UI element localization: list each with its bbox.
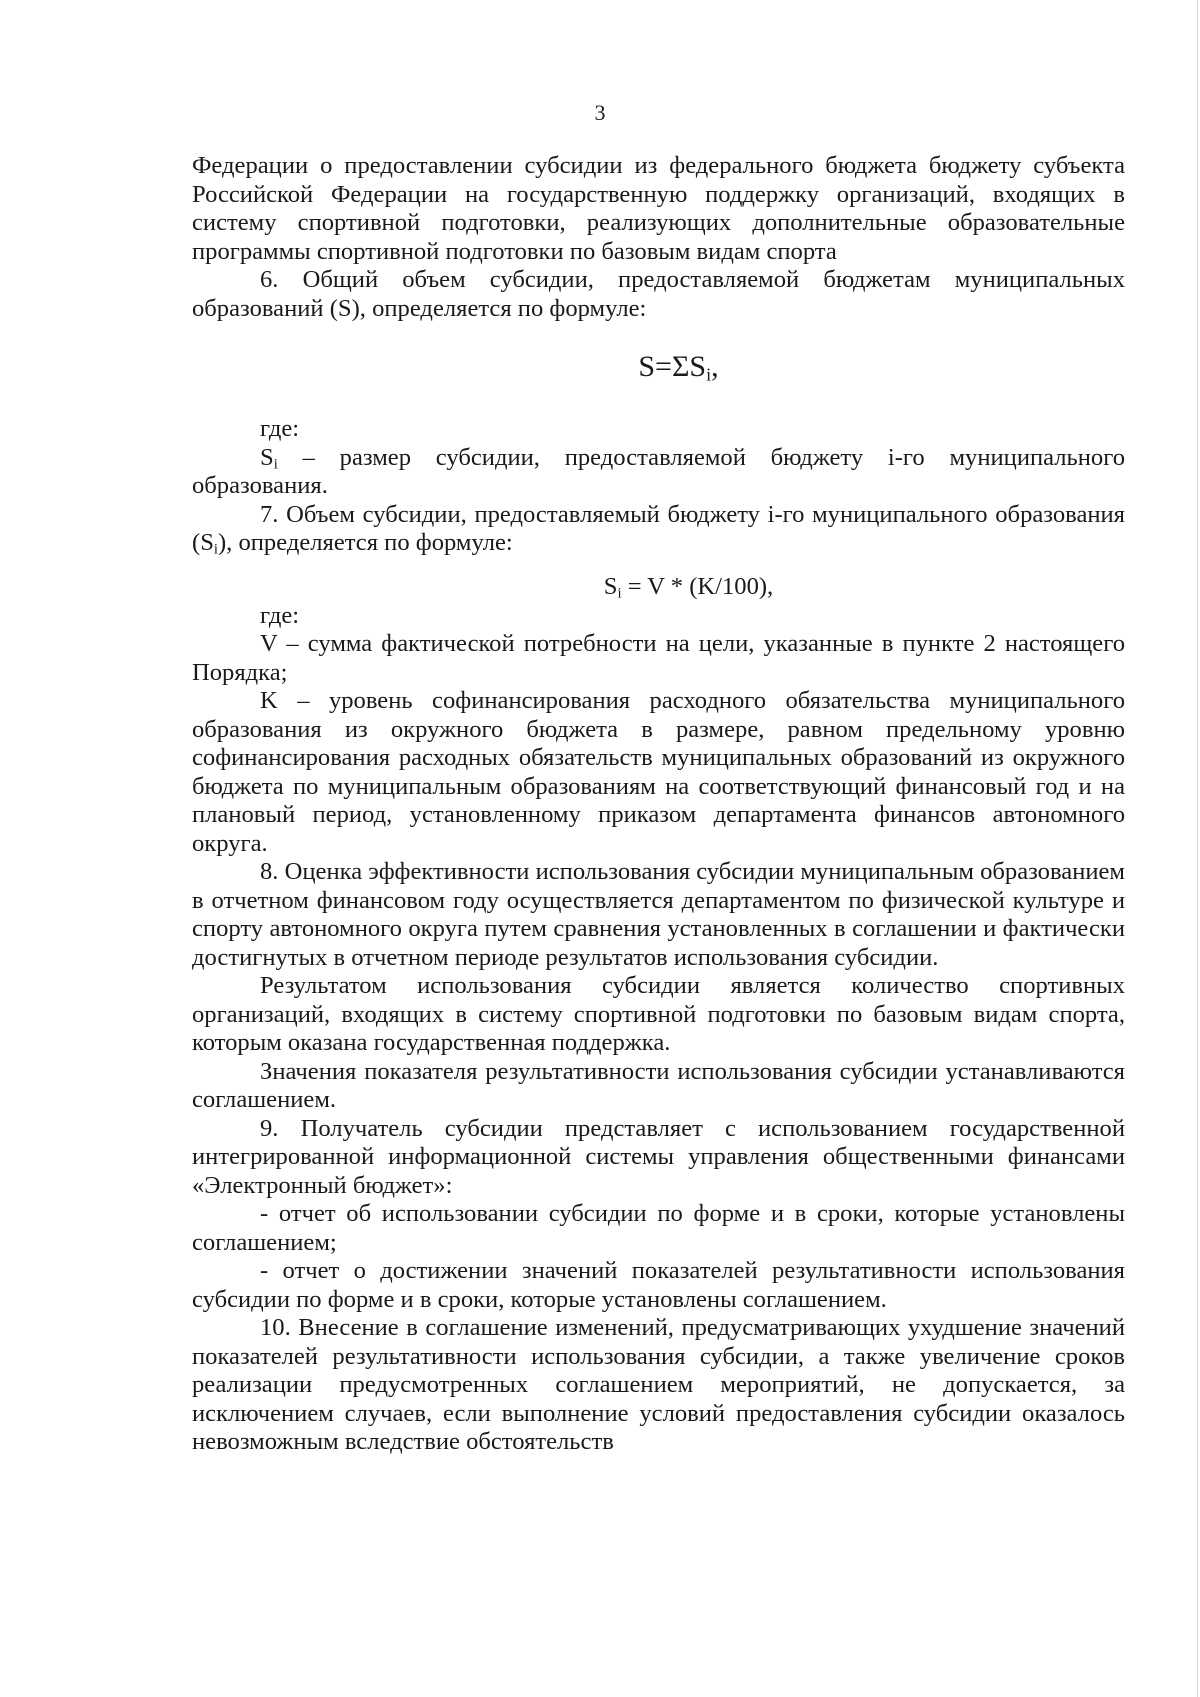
paragraph-si-definition [192, 444, 1125, 501]
formula-1-subscript: i [706, 364, 712, 385]
formula-municipal-subsidy [192, 572, 1125, 602]
paragraph-indicator-values: Значения показателя результативности использования субсидии устанавливаются соглашением. [192, 1057, 1125, 1113]
item-7-subscript: i [213, 541, 218, 558]
item-7-text-a: 7. Объем субсидии, предоставляемый бюджету i-го муниципального образования (S [192, 500, 1125, 556]
paragraph-item-8: 8. Оценка эффективности использования субсидии муниципальным образованием в отчетном финансовом году осуществляется департаментом по физической культуре и спорту автономного округа путем сравнения установленных в соглашении и фактически достигнутых в отчетном периоде результатов использования субсидии. [192, 858, 1125, 971]
paragraph-continuation: Федерации о предоставлении субсидии из федерального бюджета бюджету субъекта Российской Федерации на государственную поддержку организаций, входящих в систему спортивной подготовки, реализующих дополнительные образовательные программы спортивной подготовки по базовым видам спорта [192, 152, 1125, 265]
paragraph-report-achievement: - отчет о достижении значений показателей результативности использования субсидии по форме и в сроки, которые установлены соглашением. [192, 1257, 1125, 1313]
paragraph-item-7 [192, 501, 1125, 558]
item-7-text-b: ), определяется по формуле: [217, 529, 513, 556]
formula-total-subsidy [192, 349, 1125, 385]
paragraph-item-9: 9. Получатель субсидии представляет с использованием государственной интегрированной информационной системы управления общественными финансами «Электронный бюджет»: [192, 1114, 1125, 1199]
paragraph-v-definition: V – сумма фактической потребности на цели, указанные в пункте 2 настоящего Порядка; [192, 630, 1125, 686]
formula-1-main: S=ΣS [638, 350, 707, 383]
where-label-2: где: [260, 601, 300, 629]
formula-2-subscript: i [617, 585, 622, 602]
si-definition-text: – размер субсидии, предоставляемой бюджету i-го муниципального образования. [192, 443, 1125, 499]
paragraph-report-usage: - отчет об использовании субсидии по форме и в сроки, которые установлены соглашением; [192, 1200, 1125, 1256]
si-variable: S [260, 443, 274, 471]
paragraph-k-definition: K – уровень софинансирования расходного обязательства муниципального образования из окружного бюджета в размере, равном предельному уровню софинансирования расходных обязательств муниципальных образований из окружного бюджета по муниципальным образованиям на соответствующий финансовый год и на плановый период, установленному приказом департамента финансов автономного округа. [192, 687, 1125, 857]
si-subscript: i [273, 456, 278, 473]
page-number: 3 [594, 100, 606, 125]
scan-edge-line [1197, 0, 1198, 1697]
where-label-1: где: [260, 415, 300, 442]
paragraph-result: Результатом использования субсидии является количество спортивных организаций, входящих в систему спортивной подготовки по базовым видам спорта, которым оказана государственная поддержка. [192, 972, 1125, 1056]
document-body [192, 152, 1125, 1457]
formula-2-tail: = V * (K/100), [621, 572, 774, 600]
paragraph-item-10: 10. Внесение в соглашение изменений, предусматривающих ухудшение значений показателей результативности использования субсидии, а также увеличение сроков реализации предусмотренных соглашением мероприятий, не допускается, за исключением случаев, если выполнение условий предоставления субсидии оказалось невозможным вследствие обстоятельств [192, 1314, 1125, 1455]
paragraph-item-6: 6. Общий объем субсидии, предоставляемой бюджетам муниципальных образований (S), определяется по формуле: [192, 266, 1125, 322]
formula-1-tail: , [711, 350, 719, 383]
formula-2-main: S [603, 572, 618, 600]
